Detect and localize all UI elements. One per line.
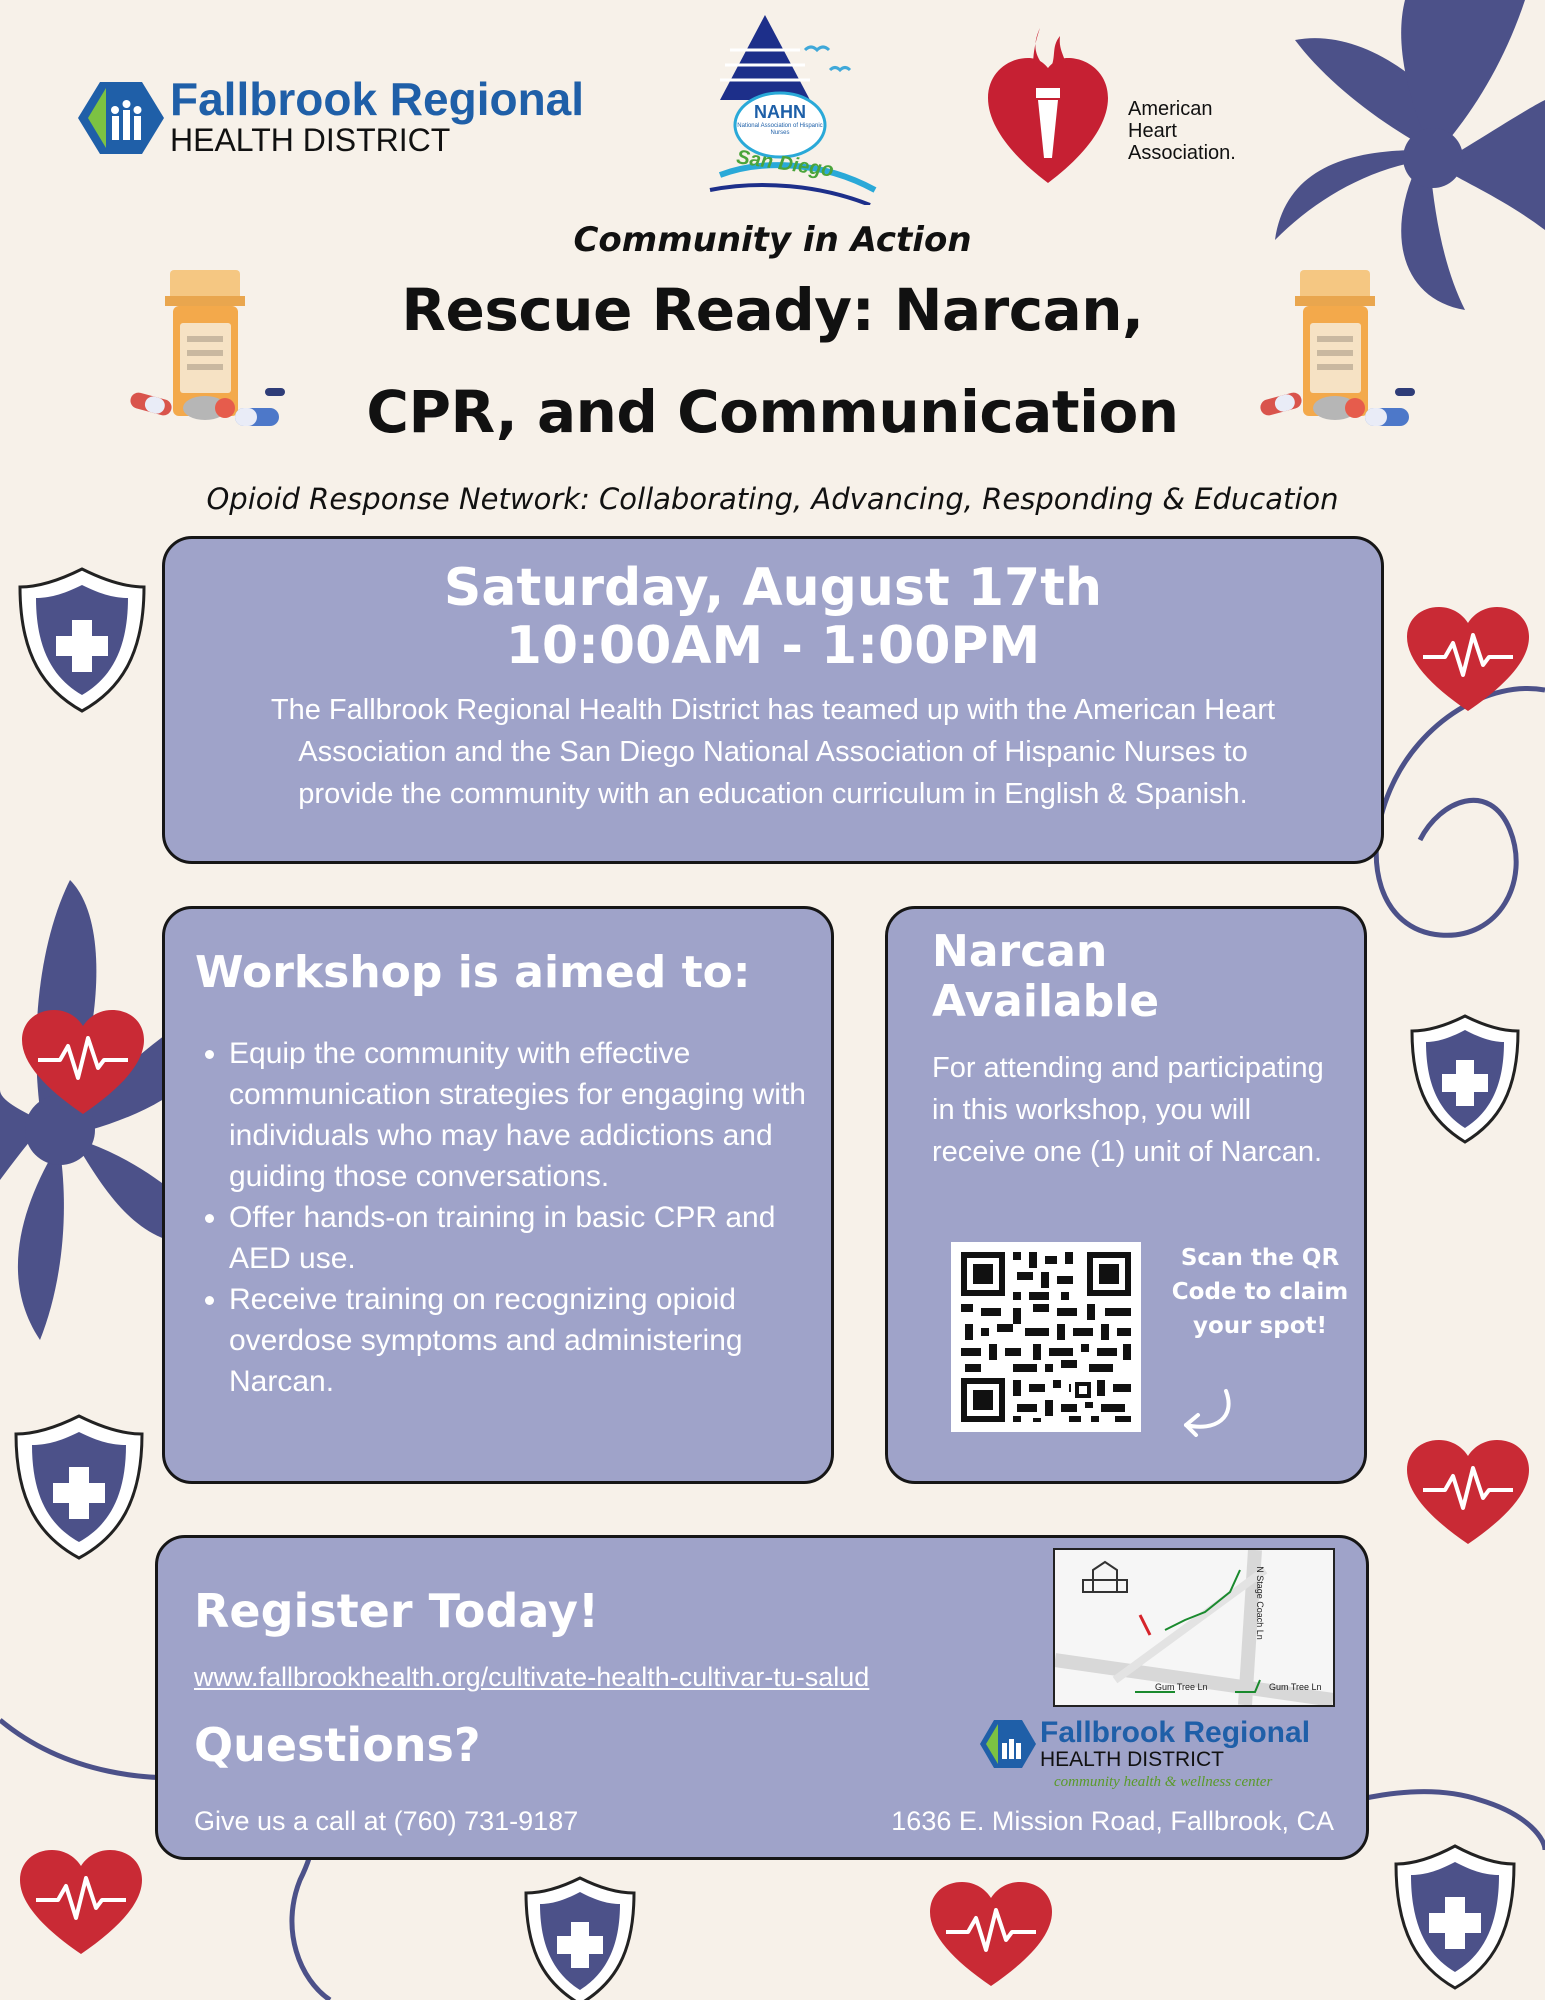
aha-line1: American — [1128, 98, 1213, 120]
pill-bottle-icon-right — [1255, 268, 1420, 438]
curved-arrow-icon — [1166, 1387, 1236, 1437]
frhd-footer-hexagon-icon — [980, 1718, 1036, 1770]
title-line2: CPR, and Communication — [366, 378, 1179, 446]
workshop-item: • Receive training on recognizing opioid overdose symptoms and administering Narcan. — [229, 1279, 839, 1402]
footer-logo-line2: HEALTH DISTRICT — [1040, 1748, 1224, 1771]
footer-logo-tagline: community health & wellness center — [1054, 1774, 1273, 1790]
shield-cross-icon — [1406, 1012, 1524, 1146]
frhd-logo-line1: Fallbrook Regional — [170, 73, 585, 125]
questions-heading: Questions? — [194, 1718, 481, 1772]
heartbeat-heart-icon — [18, 1848, 144, 1958]
map-street-label-2: Gum Tree Ln — [1269, 1682, 1322, 1692]
workshop-heading: Workshop is aimed to: — [195, 947, 751, 998]
narcan-heading-line2: Available — [932, 976, 1160, 1027]
workshop-list — [165, 1033, 839, 1402]
registration-link[interactable]: www.fallbrookhealth.org/cultivate-health-cultivar-tu-salud — [194, 1662, 870, 1692]
registration-qr-code[interactable] — [951, 1242, 1141, 1432]
frhd-logo — [78, 72, 618, 172]
shield-cross-icon — [1390, 1842, 1520, 1992]
event-description: The Fallbrook Regional Health District has teamed up with the American Heart Association and the San Diego National Association of Hispanic Nurses to provide the community with an education curriculum in English & Spanish. — [270, 694, 1276, 810]
subtitle-text: Opioid Response Network: Collaborating, Advancing, Responding & Education — [206, 482, 1339, 516]
frhd-footer-logo — [980, 1716, 1350, 1796]
workshop-item: • Equip the community with effective communication strategies for engaging with individuals who may have addictions and guiding those conversations. — [229, 1033, 839, 1197]
nahn-san-diego-logo — [670, 10, 880, 205]
map-street-label-3: N Stage Coach Ln — [1254, 1566, 1265, 1640]
narcan-heading-line1: Narcan — [932, 926, 1108, 977]
kicker-text: Community in Action — [573, 220, 972, 260]
nahn-logo-city: San Diego — [735, 146, 836, 182]
event-time: 10:00AM - 1:00PM — [505, 616, 1041, 676]
workshop-item: • Offer hands-on training in basic CPR and AED use. — [229, 1197, 839, 1279]
qr-caption: Scan the QR Code to claim your spot! — [1171, 1245, 1349, 1339]
qr-code-pattern — [951, 1242, 1141, 1432]
shield-cross-icon — [520, 1874, 640, 2000]
aha-logo — [988, 28, 1288, 198]
heartbeat-heart-icon — [1405, 1438, 1531, 1548]
aha-line2: Heart — [1128, 120, 1177, 142]
register-panel — [155, 1535, 1369, 1860]
nahn-logo-text: NAHN — [754, 102, 806, 122]
nahn-logo-sub: National Association of Hispanic Nurses — [737, 123, 823, 136]
heartbeat-heart-icon — [1405, 605, 1531, 715]
shield-cross-icon — [14, 565, 150, 715]
heartbeat-heart-icon — [20, 1008, 146, 1118]
aha-line3: Association. — [1128, 142, 1236, 164]
narcan-text: For attending and participating in this workshop, you will receive one (1) unit of Narcan. — [932, 1052, 1324, 1168]
loop-line-decoration-right — [1360, 680, 1545, 940]
register-heading: Register Today! — [194, 1584, 599, 1638]
pill-bottle-icon-left — [125, 268, 290, 438]
frhd-hexagon-icon — [78, 78, 164, 158]
location-map[interactable] — [1053, 1548, 1335, 1707]
heartbeat-heart-icon — [928, 1880, 1054, 1990]
title-line1: Rescue Ready: Narcan, — [401, 276, 1144, 344]
event-date: Saturday, August 17th — [443, 558, 1103, 618]
map-street-label-1: Gum Tree Ln — [1155, 1682, 1208, 1692]
aha-heart-torch-icon — [988, 28, 1108, 188]
narcan-panel — [885, 906, 1367, 1484]
footer-logo-line1: Fallbrook Regional — [1040, 1716, 1311, 1749]
aha-logo-text — [1128, 98, 1236, 164]
frhd-logo-line2: HEALTH DISTRICT — [170, 122, 451, 158]
address-text: 1636 E. Mission Road, Fallbrook, CA — [891, 1806, 1334, 1836]
shield-cross-icon — [10, 1412, 148, 1562]
workshop-panel — [162, 906, 834, 1484]
event-panel — [162, 536, 1384, 864]
phone-text: Give us a call at (760) 731-9187 — [194, 1806, 579, 1836]
